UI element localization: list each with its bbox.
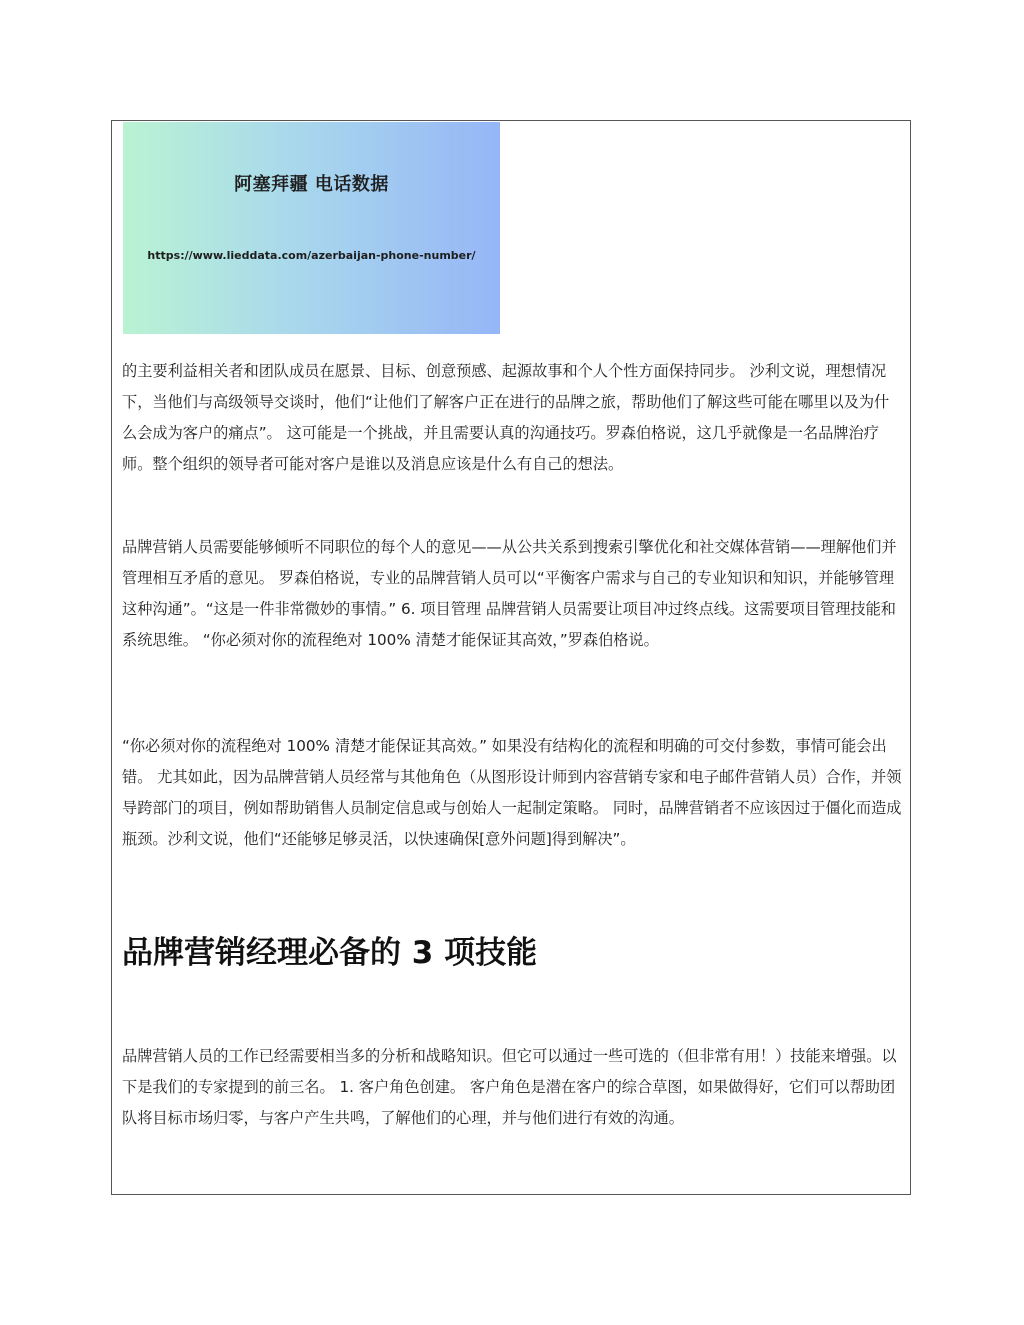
section-heading: 品牌营销经理必备的 3 项技能 [122, 935, 538, 971]
banner-url: https://www.lieddata.com/azerbaijan-phone-number/ [147, 249, 476, 262]
banner-title: 阿塞拜疆 电话数据 [234, 174, 389, 195]
document-frame [111, 120, 911, 1195]
paragraph-1: 的主要利益相关者和团队成员在愿景、目标、创意预感、起源故事和个人个性方面保持同步。 沙利文说，理想情况下，当他们与高级领导交谈时，他们“让他们了解客户正在进行的品牌之旅，帮助他们了解这些可能在哪里以及为什么会成为客户的痛点”。 这可能是一个挑战，并且需要认真的沟通技巧。罗森伯格说，这几乎就像是一名品牌治疗师。整个组织的领导者可能对客户是谁以及消息应该是什么有自己的想法。 [122, 362, 890, 473]
banner-image [123, 122, 500, 334]
paragraph-3: “你必须对你的流程绝对 100% 清楚才能保证其高效。” 如果没有结构化的流程和明确的可交付参数，事情可能会出错。 尤其如此，因为品牌营销人员经常与其他角色（从图形设计师到内容营销专家和电子邮件营销人员）合作，并领导跨部门的项目，例如帮助销售人员制定信息或与创始人一起制定策略。 同时，品牌营销者不应该因过于僵化而造成瓶颈。沙利文说，他们“还能够足够灵活，以快速确保[意外问题]得到解决”。 [122, 737, 902, 848]
paragraph-4: 品牌营销人员的工作已经需要相当多的分析和战略知识。但它可以通过一些可选的（但非常有用！）技能来增强。以下是我们的专家提到的前三名。 1. 客户角色创建。 客户角色是潜在客户的综合草图，如果做得好，它们可以帮助团队将目标市场归零，与客户产生共鸣，了解他们的心理，并与他们进行有效的沟通。 [122, 1047, 897, 1127]
paragraph-2: 品牌营销人员需要能够倾听不同职位的每个人的意见——从公共关系到搜索引擎优化和社交媒体营销——理解他们并管理相互矛盾的意见。 罗森伯格说，专业的品牌营销人员可以“平衡客户需求与自己的专业知识和知识，并能够管理这种沟通”。“这是一件非常微妙的事情。” 6. 项目管理 品牌营销人员需要让项目冲过终点线。这需要项目管理技能和系统思维。 “你必须对你的流程绝对 100% 清楚才能保证其高效，”罗森伯格说。 [122, 538, 897, 649]
